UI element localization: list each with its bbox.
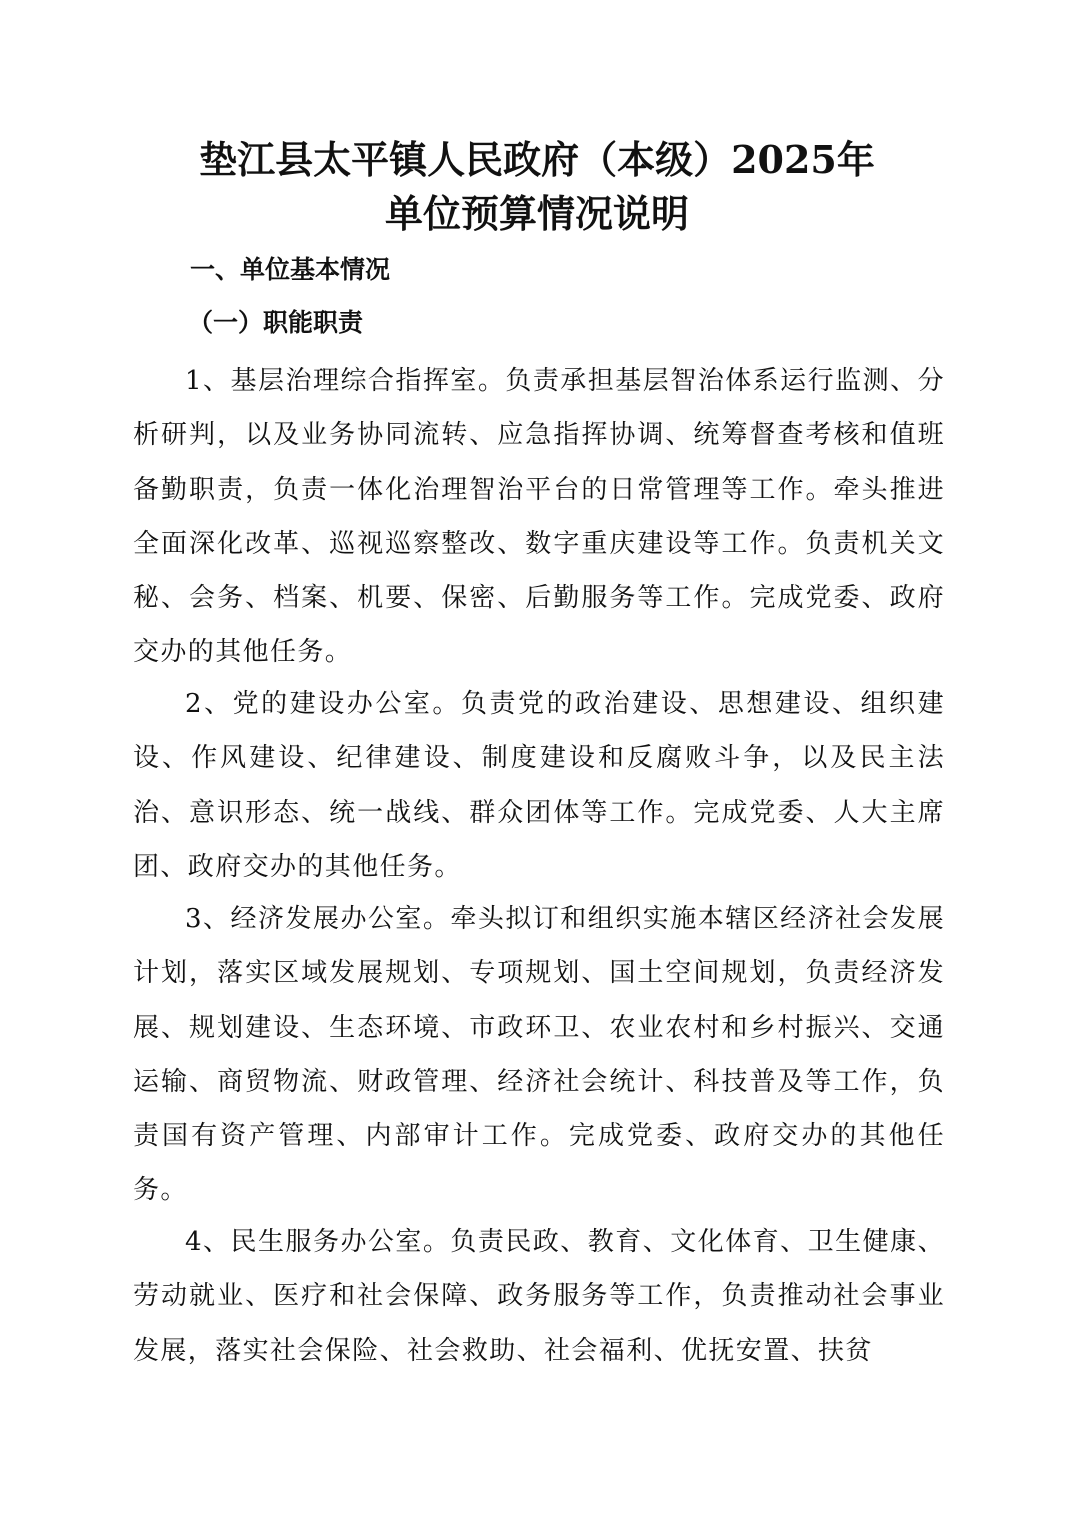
document-title-line1: 垫江县太平镇人民政府（本级）2025年 xyxy=(199,137,875,182)
section-heading-basic-info: 一、单位基本情况 xyxy=(190,255,391,284)
paragraph-livelihood-services-office: 4、民生服务办公室。负责民政、教育、文化体育、卫生健康、劳动就业、医疗和社会保障、政务服务等工作，负责推动社会事业发展，落实社会保险、社会救助、社会福利、优抚安置、扶贫 xyxy=(133,1227,945,1366)
paragraph-party-building-office: 2、党的建设办公室。负责党的政治建设、思想建设、组织建设、作风建设、纪律建设、制度建设和反腐败斗争，以及民主法治、意识形态、统一战线、群众团体等工作。完成党委、人大主席团、政府交办的其他任务。 xyxy=(133,689,945,882)
document-title-line2: 单位预算情况说明 xyxy=(384,191,689,236)
paragraph-command-office: 1、基层治理综合指挥室。负责承担基层智治体系运行监测、分析研判，以及业务协同流转、应急指挥协调、统筹督查考核和值班备勤职责，负责一体化治理智治平台的日常管理等工作。牵头推进全面深化改革、巡视巡察整改、数字重庆建设等工作。负责机关文秘、会务、档案、机要、保密、后勤服务等工作。完成党委、政府交办的其他任务。 xyxy=(133,366,945,668)
paragraph-economic-development-office: 3、经济发展办公室。牵头拟订和组织实施本辖区经济社会发展计划，落实区域发展规划、专项规划、国土空间规划，负责经济发展、规划建设、生态环境、市政环卫、农业农村和乡村振兴、交通运输、商贸物流、财政管理、经济社会统计、科技普及等工作，负责国有资产管理、内部审计工作。完成党委、政府交办的其他任务。 xyxy=(133,904,945,1206)
subsection-heading-functions: （一）职能职责 xyxy=(188,308,364,337)
